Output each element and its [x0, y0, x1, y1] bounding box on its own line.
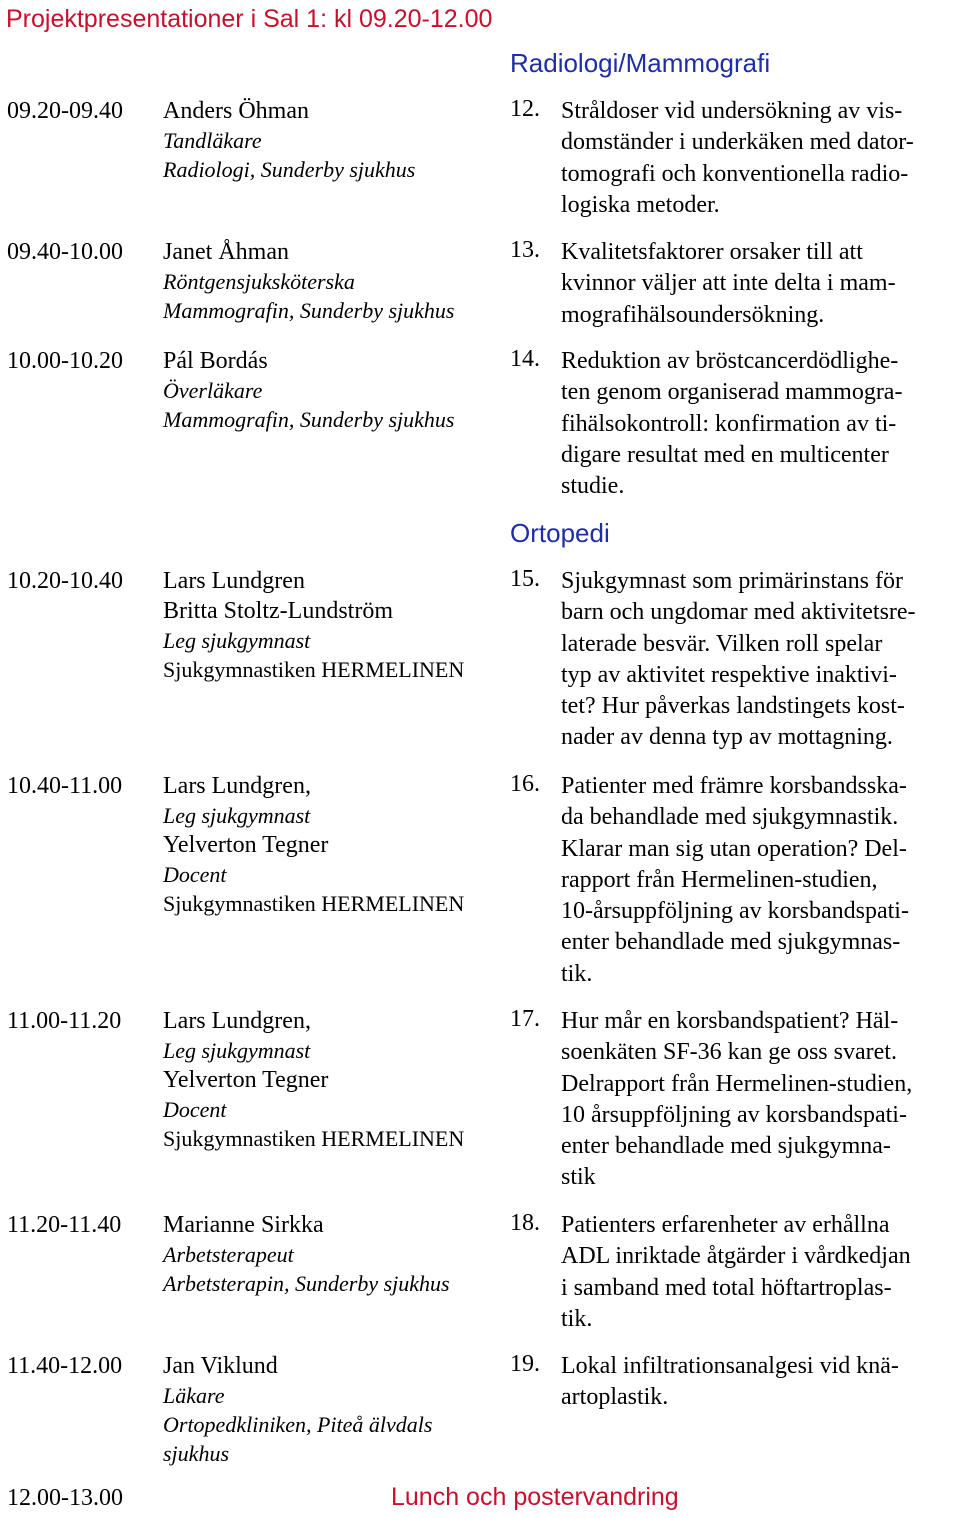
presenter-dept: Radiologi, Sunderby sjukhus — [163, 157, 416, 182]
project-number: 17. — [510, 1006, 540, 1032]
slot-details — [163, 237, 454, 325]
presenter-title: Arbetsterapeut — [163, 1242, 294, 1267]
presenter-name: Janet Åhman — [163, 239, 289, 265]
presenter-dept: Ortopedkliniken, Piteå älvdals — [163, 1412, 433, 1437]
slot-details — [163, 771, 464, 918]
slot-details — [163, 1210, 450, 1298]
presenter-name: Yelverton Tegner — [163, 1067, 329, 1093]
presenter-title: Docent — [163, 862, 227, 887]
project-line: barn och ungdomar med aktivitetsre- — [561, 599, 916, 626]
project-line: laterade besvär. Vilken roll spelar — [561, 630, 883, 657]
presenter-title: Leg sjukgymnast — [163, 628, 311, 653]
project-number: 16. — [510, 771, 540, 797]
project-title — [561, 1210, 956, 1335]
project-line: artoplastik. — [561, 1384, 669, 1411]
project-line: 10-årsuppföljning av korsbandspati- — [561, 898, 909, 925]
project-title — [561, 771, 956, 990]
project-line: Stråldoser vid undersökning av vis- — [561, 98, 903, 124]
project-line: Patienters erfarenheter av erhållna — [561, 1212, 890, 1238]
project-number: 14. — [510, 346, 540, 372]
slot-details — [163, 1351, 432, 1468]
presenter-name: Jan Viklund — [163, 1353, 278, 1379]
presenter-title: Läkare — [163, 1383, 225, 1408]
presenter-name: Lars Lundgren, — [163, 773, 311, 799]
slot-time: 10.20-10.40 — [7, 568, 123, 594]
project-line: Lokal infiltrationsanalgesi vid knä- — [561, 1353, 899, 1379]
project-line: Sjukgymnast som primärinstans för — [561, 568, 903, 594]
project-line: tik. — [561, 1305, 593, 1332]
presenter-title: Leg sjukgymnast — [163, 803, 311, 828]
project-line: logiska metoder. — [561, 191, 720, 218]
project-title — [561, 346, 956, 502]
presenter-dept: Sjukgymnastiken HERMELINEN — [163, 891, 465, 916]
slot-time: 10.40-11.00 — [7, 773, 123, 799]
project-line: stik — [561, 1164, 596, 1191]
presenter-title: Röntgensjuksköterska — [163, 269, 355, 294]
project-line: kvinnor väljer att inte delta i mam- — [561, 270, 896, 297]
project-number: 12. — [510, 96, 540, 122]
slot-details — [163, 346, 454, 434]
slot-details — [163, 566, 464, 684]
project-line: Patienter med främre korsbandsska- — [561, 773, 907, 799]
slot-time: 09.20-09.40 — [7, 98, 123, 124]
presenter-title: Överläkare — [163, 378, 263, 403]
project-line: Klarar man sig utan operation? Del- — [561, 835, 907, 862]
presenter-name: Pál Bordás — [163, 348, 268, 374]
project-line: 10 årsuppföljning av korsbandspati- — [561, 1101, 907, 1128]
slot-details — [163, 1006, 464, 1153]
page-title: Projektpresentationer i Sal 1: kl 09.20-12.00 — [6, 5, 493, 33]
presenter-title: Docent — [163, 1097, 227, 1122]
project-line: tet? Hur påverkas landstingets kost- — [561, 693, 905, 720]
project-line: fihälsokontroll: konfirmation av ti- — [561, 410, 897, 437]
slot-details — [163, 96, 415, 184]
project-line: digare resultat med en multicenter — [561, 441, 889, 468]
project-title — [561, 566, 956, 754]
project-title — [561, 96, 956, 221]
presenter-name: Britta Stoltz-Lundström — [163, 598, 393, 624]
project-line: typ av aktivitet respektive inaktivi- — [561, 661, 897, 688]
presenter-name: Lars Lundgren, — [163, 1008, 311, 1034]
lunch-time: 12.00-13.00 — [7, 1485, 123, 1511]
presenter-title: Leg sjukgymnast — [163, 1038, 311, 1063]
presenter-name: Yelverton Tegner — [163, 832, 329, 858]
project-number: 19. — [510, 1351, 540, 1377]
project-title — [561, 237, 956, 331]
project-line: Delrapport från Hermelinen-studien, — [561, 1070, 913, 1097]
slot-time: 11.20-11.40 — [7, 1212, 122, 1238]
project-line: tomografi och konventionella radio- — [561, 160, 909, 187]
project-line: nader av denna typ av mottagning. — [561, 724, 893, 751]
project-title — [561, 1006, 956, 1194]
project-line: rapport från Hermelinen-studien, — [561, 866, 878, 893]
presenter-dept: Mammografin, Sunderby sjukhus — [163, 407, 455, 432]
presenter-dept: Arbetsterapin, Sunderby sjukhus — [163, 1271, 450, 1296]
presenter-title: Tandläkare — [163, 128, 262, 153]
slot-time: 10.00-10.20 — [7, 348, 123, 374]
project-line: ten genom organiserad mammogra- — [561, 379, 903, 406]
slot-time: 11.00-11.20 — [7, 1008, 122, 1034]
presenter-dept: Sjukgymnastiken HERMELINEN — [163, 657, 465, 682]
presenter-name: Lars Lundgren — [163, 568, 305, 594]
project-line: da behandlade med sjukgymnastik. — [561, 804, 899, 831]
project-line: tik. — [561, 960, 593, 987]
slot-time: 09.40-10.00 — [7, 239, 123, 265]
project-line: i samband med total höftartroplas- — [561, 1274, 892, 1301]
section-heading-ortopedi: Ortopedi — [510, 518, 610, 548]
presenter-dept: sjukhus — [163, 1441, 229, 1466]
project-number: 13. — [510, 237, 540, 263]
presenter-dept: Mammografin, Sunderby sjukhus — [163, 298, 455, 323]
presenter-dept: Sjukgymnastiken HERMELINEN — [163, 1126, 465, 1151]
project-line: enter behandlade med sjukgymna- — [561, 1133, 891, 1160]
project-title — [561, 1351, 956, 1414]
project-line: studie. — [561, 473, 625, 500]
project-line: Kvalitetsfaktorer orsaker till att — [561, 239, 863, 265]
presenter-name: Marianne Sirkka — [163, 1212, 324, 1238]
project-line: soenkäten SF-36 kan ge oss svaret. — [561, 1039, 897, 1066]
project-number: 15. — [510, 566, 540, 592]
section-heading-radiologi: Radiologi/Mammografi — [510, 48, 771, 78]
project-line: mografihälsoundersökning. — [561, 301, 825, 328]
slot-time: 11.40-12.00 — [7, 1353, 123, 1379]
project-line: Reduktion av bröstcancerdödlighe- — [561, 348, 899, 374]
project-number: 18. — [510, 1210, 540, 1236]
project-line: domständer i underkäken med dator- — [561, 129, 914, 156]
presenter-name: Anders Öhman — [163, 98, 309, 124]
project-line: Hur mår en korsbandspatient? Häl- — [561, 1008, 899, 1034]
project-line: enter behandlade med sjukgymnas- — [561, 929, 901, 956]
project-line: ADL inriktade åtgärder i vårdkedjan — [561, 1243, 911, 1270]
lunch-label: Lunch och postervandring — [391, 1483, 679, 1511]
